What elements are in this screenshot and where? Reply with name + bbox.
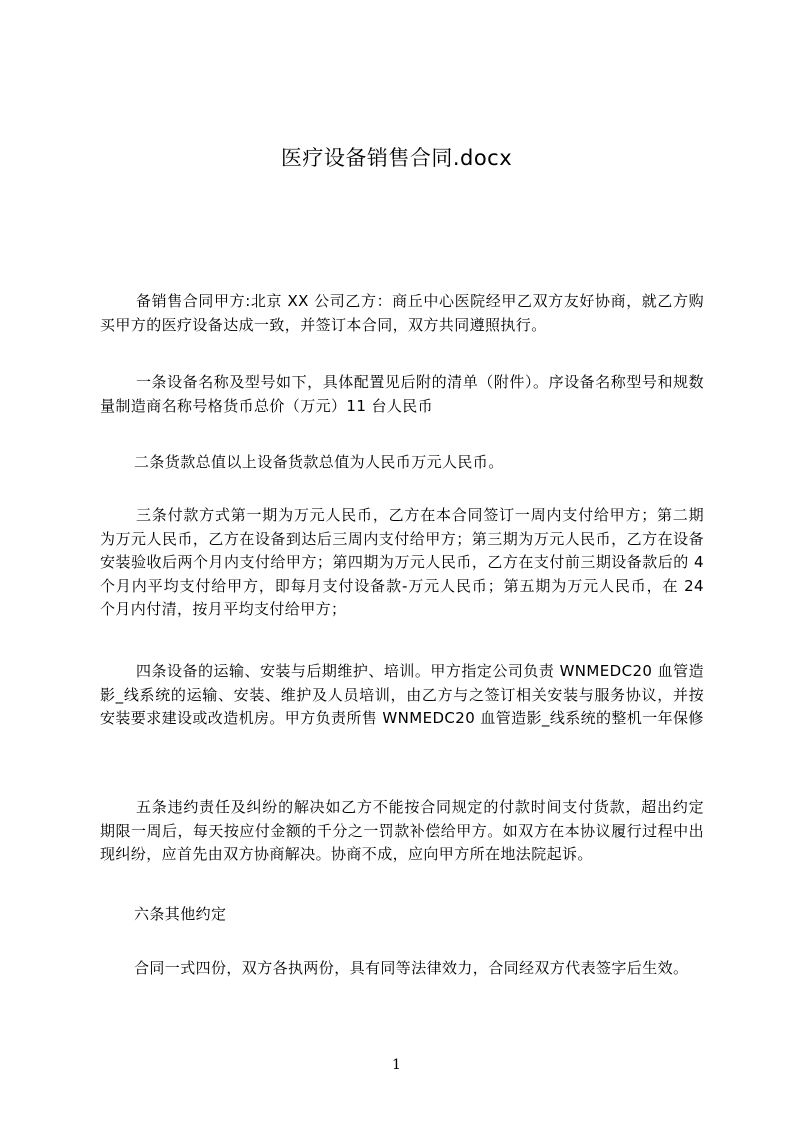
paragraph-article-2: 二条货款总值以上设备货款总值为人民币万元人民币。 bbox=[134, 453, 504, 471]
paragraph-closing: 合同一式四份，双方各执两份，具有同等法律效力，合同经双方代表签字后生效。 bbox=[134, 959, 689, 977]
paragraph-article-6-heading: 六条其他约定 bbox=[134, 905, 227, 923]
page-number: 1 bbox=[392, 1057, 401, 1073]
paragraph-preamble: 备销售合同甲方:北京 XX 公司乙方：商丘中心医院经甲乙双方友好协商，就乙方购买甲方的医疗设备达成一致，并签订本合同，双方共同遵照执行。 bbox=[100, 292, 704, 334]
paragraph-article-3: 三条付款方式第一期为万元人民币，乙方在本合同签订一周内支付给甲方；第二期为万元人民币，乙方在设备到达后三周内支付给甲方；第三期为万元人民币，乙方在设备安装验收后两个月内支付给甲方；第四期为万元人民币，乙方在支付前三期设备款后的 4 个月内平均支付给甲方，即每月支付设备款-万元人民币；第五期为万元人民币，在 24 个月内付清，按月平均支付给甲方； bbox=[100, 506, 704, 619]
paragraph-article-4: 四条设备的运输、安装与后期维护、培训。甲方指定公司负责 WNMEDC20 血管造影_线系统的运输、安装、维护及人员培训，由乙方与之签订相关安装与服务协议，并按安装要求建设或改造机房。甲方负责所售 WNMEDC20 血管造影_线系统的整机一年保修 bbox=[100, 662, 704, 728]
paragraph-article-1: 一条设备名称及型号如下，具体配置见后附的清单（附件）。序设备名称型号和规数量制造商名称号格货币总价（万元）11 台人民币 bbox=[100, 373, 704, 415]
document-title: 医疗设备销售合同.docx bbox=[280, 146, 513, 170]
paragraph-article-5: 五条违约责任及纠纷的解决如乙方不能按合同规定的付款时间支付货款，超出约定期限一周后，每天按应付金额的千分之一罚款补偿给甲方。如双方在本协议履行过程中出现纠纷，应首先由双方协商解决。协商不成，应向甲方所在地法院起诉。 bbox=[100, 798, 704, 864]
